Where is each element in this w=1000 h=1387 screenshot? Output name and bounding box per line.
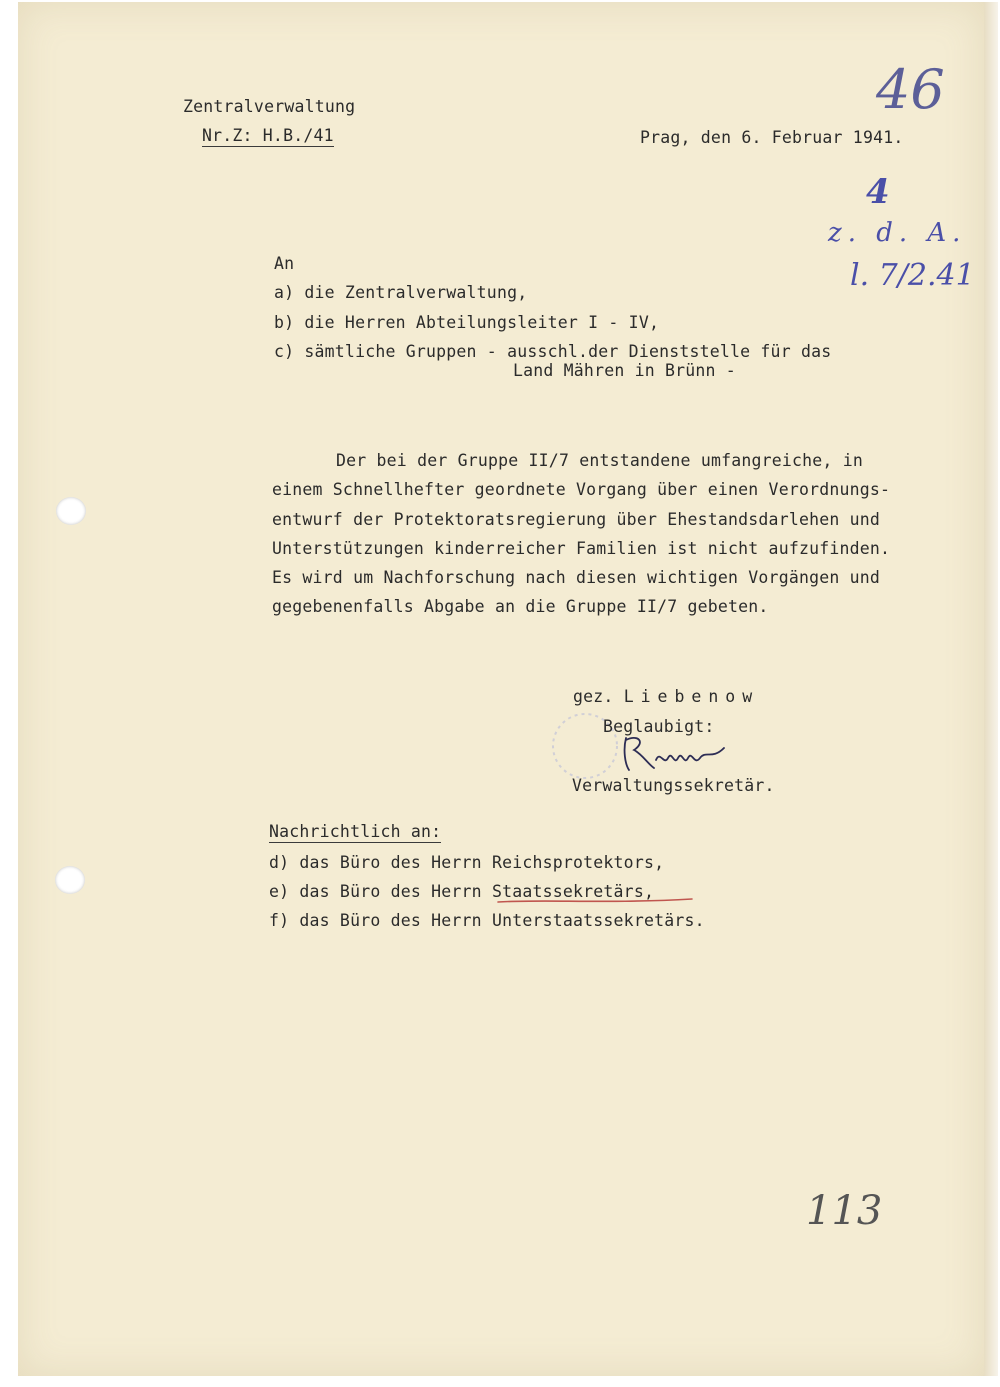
cc-heading [269, 822, 441, 841]
recipient-a: a) die Zentralverwaltung, [274, 283, 528, 302]
document-page [18, 2, 984, 1376]
body-line-5: Es wird um Nachforschung nach diesen wichtigen Vorgängen und [272, 568, 881, 587]
recipient-b: b) die Herren Abteilungsleiter I - IV, [274, 313, 660, 332]
body-line-3: entwurf der Protektoratsregierung über Ehestandsdarlehen und [272, 510, 881, 529]
cc-item-e: e) das Büro des Herrn Staatssekretärs, [269, 882, 655, 901]
pencil-mark-3: l. 7/2.41 [850, 258, 975, 293]
reference-number-text: Nr.Z: H.B./41 [202, 126, 334, 145]
body-line-4: Unterstützungen kinderreicher Familien ist nicht aufzufinden. [272, 539, 891, 558]
body-line-1: Der bei der Gruppe II/7 entstandene umfangreiche, in [336, 451, 863, 470]
cc-item-d: d) das Büro des Herrn Reichsprotektors, [269, 853, 665, 872]
signed-prefix: gez. [573, 687, 614, 706]
body-line-6: gegebenenfalls Abgabe an die Gruppe II/7 gebeten. [272, 597, 769, 616]
archive-mark: 113 [806, 1188, 883, 1234]
pencil-mark-2: z. d. A. [828, 218, 967, 248]
red-pencil-underline [496, 895, 696, 907]
office-name: Zentralverwaltung [183, 97, 356, 116]
signed-name: Liebenow [623, 687, 760, 706]
signer-title: Verwaltungssekretär. [572, 776, 775, 795]
recipient-c-continuation: Land Mähren in Brünn - [513, 361, 736, 380]
recipients-intro: An [274, 254, 295, 273]
certified-label: Beglaubigt: [603, 717, 715, 736]
recipient-c: c) sämtliche Gruppen - ausschl.der Dienststelle für das [274, 342, 832, 361]
body-line-2: einem Schnellhefter geordnete Vorgang über einen Verordnungs- [272, 480, 891, 499]
signed-by [573, 687, 759, 706]
handwritten-signature [620, 730, 730, 774]
reference-number [202, 126, 334, 145]
punch-hole-lower [55, 866, 85, 894]
cc-heading-text: Nachrichtlich an: [269, 822, 442, 841]
cc-item-f: f) das Büro des Herrn Unterstaatssekretärs. [269, 911, 705, 930]
place-date: Prag, den 6. Februar 1941. [640, 128, 904, 147]
punch-hole-upper [56, 497, 86, 525]
pencil-mark-1: 4 [866, 172, 890, 212]
folio-number: 46 [876, 58, 945, 121]
